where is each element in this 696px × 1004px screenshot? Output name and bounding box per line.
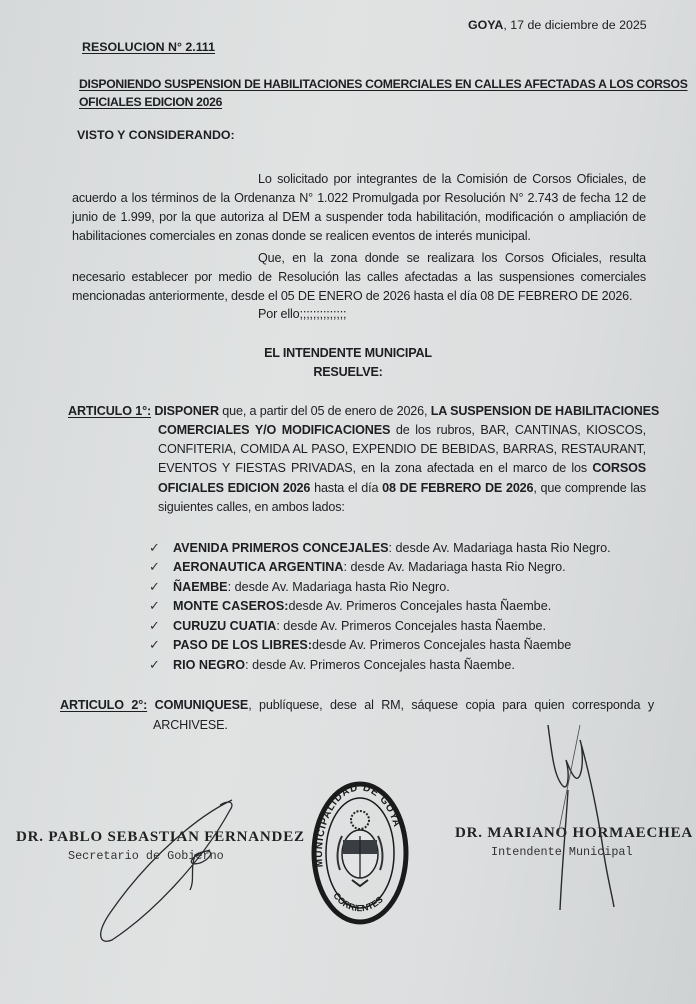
authority-heading: EL INTENDENTE MUNICIPAL xyxy=(264,346,432,360)
street-name: ÑAEMBE xyxy=(173,579,228,594)
municipal-seal-icon xyxy=(310,780,410,926)
resolution-title-line-1: DISPONIENDO SUSPENSION DE HABILITACIONES COMERCIALES EN CALLES AFECTADAS A LOS CORSOS xyxy=(79,77,688,91)
date-place: GOYA xyxy=(468,18,504,32)
article2-line-2: ARCHIVESE. xyxy=(153,718,228,732)
list-item xyxy=(149,655,611,675)
article1-dispose: DISPONER xyxy=(154,404,219,418)
article1-bold: OFICIALES EDICION 2026 xyxy=(158,481,311,495)
street-name: PASO DE LOS LIBRES: xyxy=(173,638,313,653)
article2-bold: COMUNIQUESE xyxy=(154,698,249,712)
article1-line-2 xyxy=(158,423,646,437)
article1-label: ARTICULO 1°: xyxy=(68,404,151,418)
list-item xyxy=(149,636,611,656)
article2-label: ARTICULO 2°: xyxy=(60,698,148,712)
document-date xyxy=(468,18,647,32)
left-signatory-name: DR. PABLO SEBASTIAN FERNANDEZ xyxy=(16,829,305,845)
street-name: RIO NEGRO xyxy=(173,657,246,672)
street-name: AERONAUTICA ARGENTINA xyxy=(173,560,344,575)
para2-line-2: necesario establecer por medio de Resolución las calles afectadas a las suspensiones comerciales xyxy=(72,270,646,284)
resolution-title-line-2: OFICIALES EDICION 2026 xyxy=(79,95,223,109)
article1-bold: CORSOS xyxy=(592,461,646,475)
street-range: : desde Av. Madariaga hasta Rio Negro. xyxy=(388,540,611,555)
resolves-heading: RESUELVE: xyxy=(313,365,383,379)
article1-bold: LA SUSPENSION DE HABILITACIONES xyxy=(430,404,660,418)
article1-line-4 xyxy=(158,461,646,475)
list-item xyxy=(149,558,611,578)
svg-text:CORRIENTES: CORRIENTES xyxy=(331,890,385,914)
article2-line-1 xyxy=(60,698,654,712)
street-name: AVENIDA PRIMEROS CONCEJALES xyxy=(173,540,389,555)
right-signature-scribble-icon xyxy=(540,715,660,915)
resolution-number: RESOLUCION N° 2.111 xyxy=(82,40,216,54)
svg-text:MUNICIPALIDAD DE GOYA: MUNICIPALIDAD DE GOYA xyxy=(313,782,403,868)
street-range: : desde Av. Madariaga hasta Rio Negro. xyxy=(227,579,450,594)
check-icon: ✓ xyxy=(149,637,160,653)
street-range: desde Av. Primeros Concejales hasta Ñaembe xyxy=(312,638,572,653)
para1-line-2: acuerdo a los términos de la Ordenanza N° 1.022 Promulgada por Resolución N° 2.743 de fecha 12 de xyxy=(72,191,646,205)
check-icon: ✓ xyxy=(149,578,160,594)
article1-line-1 xyxy=(68,404,660,418)
para2-line-3: mencionadas anteriormente, desde el 05 DE ENERO de 2026 hasta el día 08 DE FEBRERO DE 2026. xyxy=(72,289,633,303)
article1-text: , que comprende las xyxy=(533,481,647,495)
article1-text: EVENTOS Y FIESTAS PRIVADAS, en la zona afectada en el marco de los xyxy=(158,461,593,475)
right-signatory-name: DR. MARIANO HORMAECHEA xyxy=(455,825,694,841)
check-icon: ✓ xyxy=(149,559,160,575)
article1-text: hasta el día xyxy=(310,481,383,495)
date-text: , 17 de diciembre de 2025 xyxy=(503,18,647,32)
article1-bold: COMERCIALES Y/O MODIFICACIONES xyxy=(158,423,391,437)
street-range: : desde Av. Primeros Concejales hasta Ñaembe. xyxy=(245,657,515,672)
check-icon: ✓ xyxy=(149,656,160,672)
street-range: : desde Av. Madariaga hasta Rio Negro. xyxy=(343,560,566,575)
street-name: MONTE CASEROS: xyxy=(173,599,289,614)
considerations-heading: VISTO Y CONSIDERANDO: xyxy=(77,128,235,142)
article1-text: que, a partir del 05 de enero de 2026, xyxy=(218,404,431,418)
article2-text: , publíquese, dese al RM, sáquese copia para quien corresponda y xyxy=(248,698,654,712)
por-ello: Por ello;;;;;;;;;;;;;; xyxy=(258,307,347,321)
para2-line-1: Que, en la zona donde se realizara los Corsos Oficiales, resulta xyxy=(258,251,646,265)
check-icon: ✓ xyxy=(149,539,160,555)
article1-bold: 08 DE FEBRERO DE 2026 xyxy=(382,481,534,495)
street-range: desde Av. Primeros Concejales hasta Ñaembe. xyxy=(288,599,552,614)
list-item xyxy=(149,538,611,558)
right-signatory-role: Intendente Municipal xyxy=(491,845,633,859)
check-icon: ✓ xyxy=(149,617,160,633)
left-signature-scribble-icon xyxy=(90,795,250,955)
article1-line-3: CONFITERIA, COMIDA AL PASO, EXPENDIO DE BEBIDAS, BARRAS, RESTAURANT, xyxy=(158,442,646,456)
article1-line-6: siguientes calles, en ambos lados: xyxy=(158,500,345,514)
para1-line-1: Lo solicitado por integrantes de la Comisión de Corsos Oficiales, de xyxy=(258,172,646,186)
check-icon: ✓ xyxy=(149,598,160,614)
para1-line-4: habilitaciones comerciales en zonas donde se realicen eventos de interés municipal. xyxy=(72,229,531,243)
street-name: CURUZU CUATIA xyxy=(173,618,277,633)
list-item xyxy=(149,616,611,636)
article1-text: de los rubros, BAR, CANTINAS, KIOSCOS, xyxy=(390,423,646,437)
article1-line-5 xyxy=(158,481,646,495)
list-item xyxy=(149,597,611,617)
list-item xyxy=(149,577,611,597)
para1-line-3: junio de 1.999, por la que autoriza al DEM a suspender toda habilitación, modificación o ampliación de xyxy=(72,210,646,224)
left-signatory-role: Secretario de Gobierno xyxy=(68,849,224,863)
affected-streets-list xyxy=(149,538,611,675)
street-range: : desde Av. Primeros Concejales hasta Ñaembe. xyxy=(276,618,547,633)
